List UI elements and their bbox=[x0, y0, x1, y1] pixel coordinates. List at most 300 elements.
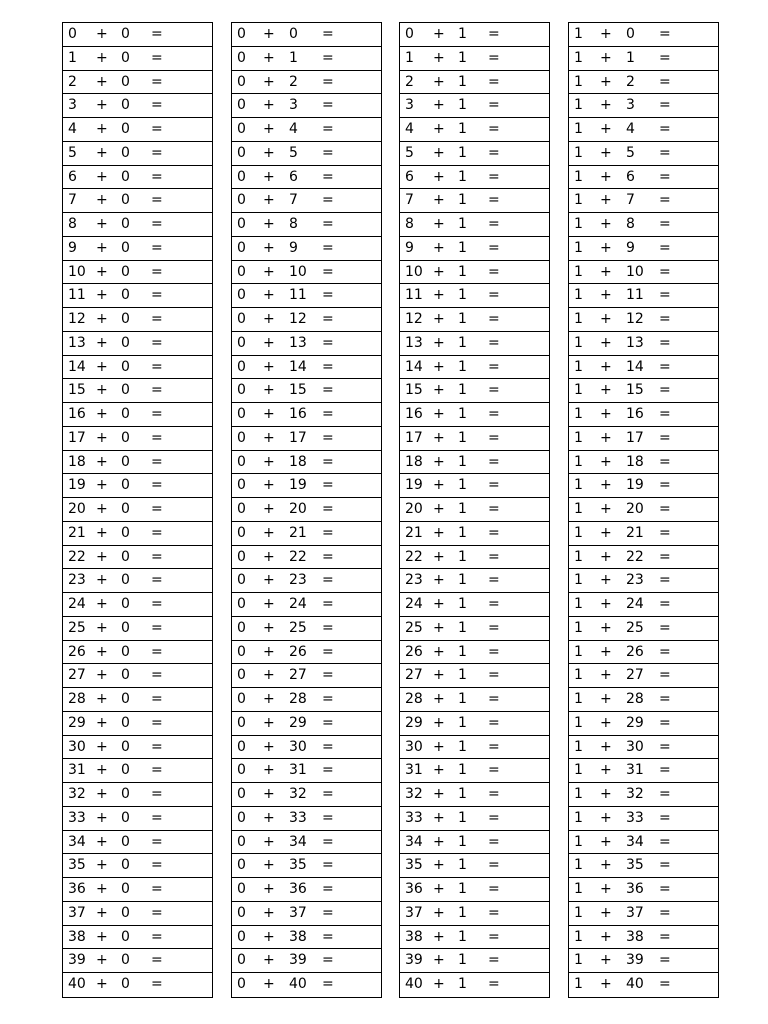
first-operand: 1 bbox=[574, 881, 583, 897]
equation-row bbox=[400, 261, 549, 285]
equals-sign: = bbox=[151, 738, 163, 755]
second-operand: 1 bbox=[458, 643, 467, 660]
equation-row bbox=[232, 593, 381, 617]
equation-row bbox=[63, 783, 212, 807]
equals-sign: = bbox=[151, 358, 163, 375]
equals-sign: = bbox=[488, 501, 500, 517]
second-operand: 32 bbox=[626, 786, 644, 802]
plus-sign: + bbox=[263, 429, 275, 446]
second-operand: 1 bbox=[458, 97, 467, 114]
first-operand: 0 bbox=[237, 382, 246, 399]
equation-row bbox=[400, 403, 549, 427]
second-operand: 37 bbox=[289, 904, 307, 921]
equals-sign: = bbox=[322, 809, 334, 826]
first-operand: 0 bbox=[237, 857, 246, 874]
plus-sign: + bbox=[96, 121, 108, 137]
first-operand: 0 bbox=[237, 881, 246, 897]
plus-sign: + bbox=[96, 596, 108, 612]
equals-sign: = bbox=[151, 619, 163, 636]
second-operand: 1 bbox=[626, 49, 635, 66]
second-operand: 38 bbox=[289, 928, 307, 945]
equation-row bbox=[400, 688, 549, 712]
second-operand: 1 bbox=[458, 738, 467, 755]
equation-row bbox=[400, 854, 549, 878]
equation-row bbox=[232, 308, 381, 332]
plus-sign: + bbox=[96, 881, 108, 897]
plus-sign: + bbox=[433, 287, 445, 304]
plus-sign: + bbox=[263, 97, 275, 114]
first-operand: 32 bbox=[68, 786, 86, 802]
plus-sign: + bbox=[263, 334, 275, 351]
second-operand: 20 bbox=[626, 501, 644, 517]
second-operand: 12 bbox=[626, 311, 644, 327]
equation-row bbox=[232, 664, 381, 688]
plus-sign: + bbox=[433, 49, 445, 66]
equals-sign: = bbox=[488, 239, 500, 256]
plus-sign: + bbox=[96, 524, 108, 541]
second-operand: 24 bbox=[289, 596, 307, 612]
second-operand: 35 bbox=[626, 857, 644, 874]
equation-row bbox=[63, 47, 212, 71]
plus-sign: + bbox=[433, 976, 445, 992]
first-operand: 18 bbox=[405, 453, 423, 470]
equation-row bbox=[232, 427, 381, 451]
equation-row bbox=[232, 926, 381, 950]
second-operand: 1 bbox=[458, 952, 467, 969]
equation-row bbox=[569, 522, 718, 546]
second-operand: 1 bbox=[458, 406, 467, 422]
equation-row bbox=[400, 522, 549, 546]
first-operand: 1 bbox=[574, 738, 583, 755]
equation-row bbox=[232, 973, 381, 997]
plus-sign: + bbox=[96, 334, 108, 351]
plus-sign: + bbox=[433, 477, 445, 494]
plus-sign: + bbox=[96, 311, 108, 327]
first-operand: 0 bbox=[237, 216, 246, 232]
equals-sign: = bbox=[322, 833, 334, 850]
second-operand: 0 bbox=[121, 857, 130, 874]
equals-sign: = bbox=[659, 477, 671, 494]
plus-sign: + bbox=[433, 239, 445, 256]
equals-sign: = bbox=[151, 144, 163, 161]
first-operand: 1 bbox=[574, 548, 583, 565]
plus-sign: + bbox=[263, 501, 275, 517]
equation-row bbox=[569, 712, 718, 736]
first-operand: 24 bbox=[405, 596, 423, 612]
first-operand: 0 bbox=[237, 572, 246, 589]
equation-row bbox=[63, 451, 212, 475]
plus-sign: + bbox=[433, 524, 445, 541]
equation-row bbox=[569, 617, 718, 641]
first-operand: 0 bbox=[237, 524, 246, 541]
second-operand: 28 bbox=[289, 691, 307, 707]
plus-sign: + bbox=[263, 49, 275, 66]
equation-row bbox=[400, 902, 549, 926]
first-operand: 20 bbox=[68, 501, 86, 517]
first-operand: 1 bbox=[68, 49, 77, 66]
plus-sign: + bbox=[433, 738, 445, 755]
plus-sign: + bbox=[433, 952, 445, 969]
second-operand: 0 bbox=[121, 311, 130, 327]
equation-row bbox=[569, 926, 718, 950]
first-operand: 33 bbox=[405, 809, 423, 826]
equals-sign: = bbox=[488, 857, 500, 874]
equation-row bbox=[232, 356, 381, 380]
equation-row bbox=[569, 451, 718, 475]
second-operand: 16 bbox=[626, 406, 644, 422]
second-operand: 1 bbox=[458, 263, 467, 280]
equals-sign: = bbox=[659, 239, 671, 256]
equals-sign: = bbox=[322, 524, 334, 541]
second-operand: 0 bbox=[121, 429, 130, 446]
second-operand: 11 bbox=[289, 287, 307, 304]
equation-row bbox=[63, 902, 212, 926]
equation-row bbox=[569, 759, 718, 783]
plus-sign: + bbox=[263, 406, 275, 422]
equation-row bbox=[63, 736, 212, 760]
first-operand: 25 bbox=[405, 619, 423, 636]
second-operand: 0 bbox=[121, 73, 130, 90]
second-operand: 31 bbox=[289, 762, 307, 779]
first-operand: 8 bbox=[405, 216, 414, 232]
second-operand: 1 bbox=[458, 833, 467, 850]
plus-sign: + bbox=[433, 26, 445, 42]
equation-row bbox=[232, 854, 381, 878]
second-operand: 18 bbox=[626, 453, 644, 470]
equals-sign: = bbox=[322, 287, 334, 304]
equals-sign: = bbox=[151, 429, 163, 446]
equation-row bbox=[569, 403, 718, 427]
second-operand: 24 bbox=[626, 596, 644, 612]
equals-sign: = bbox=[659, 501, 671, 517]
plus-sign: + bbox=[433, 382, 445, 399]
equation-row bbox=[569, 688, 718, 712]
equation-row bbox=[63, 237, 212, 261]
equals-sign: = bbox=[322, 168, 334, 185]
first-operand: 34 bbox=[405, 833, 423, 850]
second-operand: 18 bbox=[289, 453, 307, 470]
equation-row bbox=[63, 284, 212, 308]
plus-sign: + bbox=[600, 762, 612, 779]
equation-row bbox=[232, 474, 381, 498]
plus-sign: + bbox=[263, 904, 275, 921]
first-operand: 1 bbox=[574, 809, 583, 826]
second-operand: 7 bbox=[289, 192, 298, 209]
first-operand: 22 bbox=[405, 548, 423, 565]
equation-row bbox=[63, 949, 212, 973]
plus-sign: + bbox=[263, 857, 275, 874]
equation-row bbox=[400, 474, 549, 498]
second-operand: 0 bbox=[121, 786, 130, 802]
equation-row bbox=[400, 736, 549, 760]
equation-row bbox=[400, 189, 549, 213]
second-operand: 1 bbox=[458, 857, 467, 874]
second-operand: 32 bbox=[289, 786, 307, 802]
equals-sign: = bbox=[659, 524, 671, 541]
first-operand: 9 bbox=[68, 239, 77, 256]
equals-sign: = bbox=[151, 334, 163, 351]
second-operand: 20 bbox=[289, 501, 307, 517]
equation-row bbox=[569, 854, 718, 878]
plus-sign: + bbox=[433, 216, 445, 232]
first-operand: 21 bbox=[68, 524, 86, 541]
plus-sign: + bbox=[433, 73, 445, 90]
equation-row bbox=[400, 356, 549, 380]
equation-row bbox=[232, 94, 381, 118]
second-operand: 8 bbox=[626, 216, 635, 232]
first-operand: 1 bbox=[574, 358, 583, 375]
second-operand: 4 bbox=[289, 121, 298, 137]
first-operand: 10 bbox=[68, 263, 86, 280]
plus-sign: + bbox=[96, 453, 108, 470]
second-operand: 22 bbox=[626, 548, 644, 565]
second-operand: 1 bbox=[458, 311, 467, 327]
first-operand: 9 bbox=[405, 239, 414, 256]
plus-sign: + bbox=[600, 334, 612, 351]
equation-row bbox=[63, 427, 212, 451]
equation-row bbox=[63, 807, 212, 831]
equals-sign: = bbox=[488, 881, 500, 897]
plus-sign: + bbox=[600, 429, 612, 446]
equation-row bbox=[232, 617, 381, 641]
equals-sign: = bbox=[659, 168, 671, 185]
equation-row bbox=[569, 47, 718, 71]
first-operand: 1 bbox=[574, 334, 583, 351]
plus-sign: + bbox=[433, 904, 445, 921]
second-operand: 26 bbox=[289, 643, 307, 660]
first-operand: 1 bbox=[574, 667, 583, 684]
second-operand: 14 bbox=[626, 358, 644, 375]
first-operand: 27 bbox=[405, 667, 423, 684]
first-operand: 1 bbox=[574, 596, 583, 612]
equals-sign: = bbox=[488, 691, 500, 707]
equation-row bbox=[63, 854, 212, 878]
plus-sign: + bbox=[433, 786, 445, 802]
second-operand: 16 bbox=[289, 406, 307, 422]
equals-sign: = bbox=[322, 263, 334, 280]
equation-row bbox=[400, 213, 549, 237]
first-operand: 0 bbox=[237, 311, 246, 327]
first-operand: 17 bbox=[68, 429, 86, 446]
equals-sign: = bbox=[488, 121, 500, 137]
first-operand: 0 bbox=[237, 49, 246, 66]
equals-sign: = bbox=[151, 643, 163, 660]
second-operand: 11 bbox=[626, 287, 644, 304]
second-operand: 1 bbox=[458, 904, 467, 921]
second-operand: 0 bbox=[121, 976, 130, 992]
second-operand: 7 bbox=[626, 192, 635, 209]
first-operand: 16 bbox=[405, 406, 423, 422]
plus-sign: + bbox=[263, 358, 275, 375]
plus-sign: + bbox=[263, 192, 275, 209]
equation-row bbox=[400, 332, 549, 356]
second-operand: 1 bbox=[458, 548, 467, 565]
equation-row bbox=[232, 878, 381, 902]
plus-sign: + bbox=[96, 263, 108, 280]
second-operand: 1 bbox=[458, 809, 467, 826]
equals-sign: = bbox=[151, 572, 163, 589]
addition-table-4 bbox=[568, 22, 719, 998]
second-operand: 40 bbox=[626, 976, 644, 992]
plus-sign: + bbox=[96, 809, 108, 826]
second-operand: 0 bbox=[121, 121, 130, 137]
equation-row bbox=[232, 403, 381, 427]
equals-sign: = bbox=[151, 952, 163, 969]
equals-sign: = bbox=[659, 97, 671, 114]
equals-sign: = bbox=[322, 49, 334, 66]
plus-sign: + bbox=[96, 857, 108, 874]
second-operand: 15 bbox=[289, 382, 307, 399]
plus-sign: + bbox=[96, 572, 108, 589]
second-operand: 0 bbox=[121, 619, 130, 636]
equation-row bbox=[569, 379, 718, 403]
first-operand: 29 bbox=[405, 714, 423, 731]
equals-sign: = bbox=[488, 263, 500, 280]
second-operand: 9 bbox=[626, 239, 635, 256]
plus-sign: + bbox=[96, 904, 108, 921]
equation-row bbox=[63, 831, 212, 855]
plus-sign: + bbox=[433, 643, 445, 660]
first-operand: 0 bbox=[237, 97, 246, 114]
second-operand: 1 bbox=[458, 26, 467, 42]
equals-sign: = bbox=[322, 643, 334, 660]
equals-sign: = bbox=[151, 762, 163, 779]
first-operand: 0 bbox=[237, 334, 246, 351]
equation-row bbox=[63, 142, 212, 166]
first-operand: 35 bbox=[405, 857, 423, 874]
equals-sign: = bbox=[488, 477, 500, 494]
first-operand: 39 bbox=[68, 952, 86, 969]
second-operand: 0 bbox=[121, 334, 130, 351]
second-operand: 0 bbox=[121, 144, 130, 161]
second-operand: 1 bbox=[289, 49, 298, 66]
second-operand: 29 bbox=[626, 714, 644, 731]
first-operand: 0 bbox=[237, 904, 246, 921]
equation-row bbox=[63, 759, 212, 783]
first-operand: 1 bbox=[574, 121, 583, 137]
equals-sign: = bbox=[151, 667, 163, 684]
equation-row bbox=[63, 641, 212, 665]
equals-sign: = bbox=[151, 596, 163, 612]
second-operand: 0 bbox=[626, 26, 635, 42]
second-operand: 30 bbox=[626, 738, 644, 755]
equals-sign: = bbox=[322, 311, 334, 327]
second-operand: 0 bbox=[121, 762, 130, 779]
equals-sign: = bbox=[322, 976, 334, 992]
plus-sign: + bbox=[600, 643, 612, 660]
equals-sign: = bbox=[322, 382, 334, 399]
second-operand: 1 bbox=[458, 619, 467, 636]
second-operand: 0 bbox=[289, 26, 298, 42]
plus-sign: + bbox=[96, 952, 108, 969]
equation-row bbox=[63, 593, 212, 617]
equals-sign: = bbox=[322, 334, 334, 351]
equals-sign: = bbox=[322, 429, 334, 446]
equals-sign: = bbox=[488, 952, 500, 969]
equals-sign: = bbox=[659, 192, 671, 209]
equals-sign: = bbox=[659, 833, 671, 850]
plus-sign: + bbox=[263, 928, 275, 945]
equation-row bbox=[569, 356, 718, 380]
equals-sign: = bbox=[488, 334, 500, 351]
equals-sign: = bbox=[322, 952, 334, 969]
first-operand: 0 bbox=[237, 928, 246, 945]
second-operand: 0 bbox=[121, 833, 130, 850]
equals-sign: = bbox=[659, 287, 671, 304]
equation-row bbox=[63, 546, 212, 570]
second-operand: 1 bbox=[458, 596, 467, 612]
second-operand: 0 bbox=[121, 524, 130, 541]
second-operand: 1 bbox=[458, 881, 467, 897]
equals-sign: = bbox=[151, 904, 163, 921]
second-operand: 4 bbox=[626, 121, 635, 137]
plus-sign: + bbox=[433, 809, 445, 826]
equation-row bbox=[569, 118, 718, 142]
first-operand: 0 bbox=[237, 667, 246, 684]
plus-sign: + bbox=[433, 714, 445, 731]
equation-row bbox=[63, 712, 212, 736]
first-operand: 1 bbox=[574, 572, 583, 589]
equals-sign: = bbox=[488, 904, 500, 921]
equals-sign: = bbox=[659, 49, 671, 66]
equation-row bbox=[63, 617, 212, 641]
equation-row bbox=[569, 664, 718, 688]
plus-sign: + bbox=[433, 334, 445, 351]
first-operand: 15 bbox=[405, 382, 423, 399]
equation-row bbox=[569, 166, 718, 190]
equation-row bbox=[569, 213, 718, 237]
first-operand: 16 bbox=[68, 406, 86, 422]
equation-row bbox=[232, 213, 381, 237]
plus-sign: + bbox=[600, 382, 612, 399]
second-operand: 25 bbox=[626, 619, 644, 636]
equals-sign: = bbox=[659, 881, 671, 897]
equals-sign: = bbox=[151, 477, 163, 494]
equals-sign: = bbox=[659, 263, 671, 280]
equals-sign: = bbox=[322, 121, 334, 137]
first-operand: 1 bbox=[574, 501, 583, 517]
equals-sign: = bbox=[322, 239, 334, 256]
first-operand: 2 bbox=[405, 73, 414, 90]
plus-sign: + bbox=[263, 833, 275, 850]
first-operand: 0 bbox=[237, 73, 246, 90]
equation-row bbox=[569, 189, 718, 213]
equation-row bbox=[63, 403, 212, 427]
equation-row bbox=[232, 807, 381, 831]
plus-sign: + bbox=[263, 287, 275, 304]
plus-sign: + bbox=[96, 714, 108, 731]
second-operand: 0 bbox=[121, 192, 130, 209]
first-operand: 3 bbox=[405, 97, 414, 114]
plus-sign: + bbox=[600, 73, 612, 90]
equals-sign: = bbox=[659, 809, 671, 826]
plus-sign: + bbox=[263, 216, 275, 232]
equals-sign: = bbox=[488, 809, 500, 826]
second-operand: 23 bbox=[626, 572, 644, 589]
first-operand: 33 bbox=[68, 809, 86, 826]
second-operand: 0 bbox=[121, 168, 130, 185]
plus-sign: + bbox=[600, 548, 612, 565]
first-operand: 1 bbox=[574, 714, 583, 731]
second-operand: 13 bbox=[626, 334, 644, 351]
first-operand: 25 bbox=[68, 619, 86, 636]
first-operand: 15 bbox=[68, 382, 86, 399]
plus-sign: + bbox=[96, 97, 108, 114]
equals-sign: = bbox=[151, 786, 163, 802]
second-operand: 0 bbox=[121, 97, 130, 114]
plus-sign: + bbox=[600, 596, 612, 612]
equation-row bbox=[400, 498, 549, 522]
